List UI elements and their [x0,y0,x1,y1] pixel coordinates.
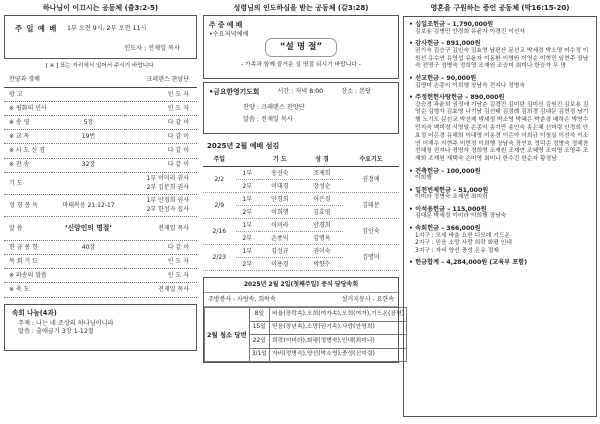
order-leader: 인 도 자 [167,257,189,265]
order-row [4,283,197,297]
service-duty-table [203,154,399,272]
prayer-date: 2/9 [203,193,236,219]
offering-item [409,187,591,203]
prayer-header: 성 경 [301,154,343,167]
order-item: 광 고 [9,90,23,98]
order-item: 헌 금 봉 헌 [9,243,38,251]
wednesday-service-box [203,15,399,79]
order-row [4,240,197,254]
offering-title: • 속회헌금 – 366,000원 [409,224,481,232]
order-item: ※ 찬 송 [9,161,30,169]
order-item: ※ 교 독 [9,133,30,141]
cleaning-duty-table [204,307,407,362]
order-leader: 다 같 이 [167,133,189,141]
offering-title: • 일천번제헌금 – 51,000원 [409,186,489,194]
order-row [4,194,197,216]
cell-group-title: 속회 나눔(4과) [12,308,57,317]
prayer-cell: 1부 [236,193,259,206]
order-leader: 다 같 이 [167,118,189,126]
order-row [4,255,197,269]
wednesday-prayer: 권정애 [343,167,399,193]
wednesday-prayer: 김명미 [343,245,399,271]
order-detail [52,283,125,297]
prayer-word: 말씀 : 전재일 목사 [243,116,293,124]
cleaning-row [205,308,407,322]
worship-order-table [4,73,197,298]
prayer-cell: 김명옥 [301,232,343,245]
order-leader-2: 2부 김문희 권사 [146,184,189,192]
worship-title: 주 일 예 배 [15,24,58,33]
kitchen-duty: 주방봉사 - 사랑속, 희락속 [208,295,276,303]
prayer-cell: 1부 [236,167,259,180]
cell-group-box [4,304,197,351]
order-detail: 40장 [81,243,96,251]
offering-names: 권기숙 김승구 김인숙 김효영 남편산 문선교 박세정 박소영 어수정 이원선 유수연 유영섭 유윤자 이동환 이영원 이영순 이혁민 임현주 장남숙 전명구 정병숙 정희영 조재원 조승미 최미나 한승자 무 명 [415,47,589,70]
prayer-cell: 2부 [236,180,259,193]
prayer-cell: 권미숙 [301,245,343,258]
weekday-worship-title: 주 중 예 배 [209,21,243,29]
dish-duty: 설거지봉사 - 요한속 [341,295,394,303]
order-leader [125,194,197,216]
offering-title: • 감사헌금 – 891,000원 [409,40,481,48]
order-leader-1: 1부 안경희 권사 [146,197,189,205]
order-leader: 인 도 자 [167,104,189,112]
prayer-cell: 이희행 [259,206,301,219]
offering-title: • 헌금합계 – 4,284,000원 (교육부 포함) [409,259,528,267]
prayer-cell: 김성규 [259,245,301,258]
order-item: 성 경 봉 독 [9,201,38,209]
order-row [4,158,197,172]
offering-title: • 선교헌금 – 90,000원 [409,74,477,82]
offering-title: • 주정헌헌사랑헌금 – 890,000원 [409,93,505,101]
order-item: ※ 파송의 말씀 [9,272,47,280]
cleaning-groups: 자비(정병숙),양선(박소영),충성(신미령) [269,348,406,362]
offering-title: • 십일조헌금 – 1,790,000원 [409,21,494,28]
offering-names: 김명미 손종익 이희행 장남숙 전지나 정병숙 [415,82,526,89]
prayer-header: 수요기도 [343,154,399,167]
offering-names: 이희행 [415,175,432,182]
order-leader: 인 도 자 [167,272,189,280]
order-detail: 19번 [81,133,96,141]
prayer-time: 시간 : 저녁 8:00 [277,88,324,95]
lunch-duty-title: 2025년 2월 2일(첫째주일) 중식 담당속회 [204,278,398,293]
prayer-date: 2/2 [203,167,236,193]
wednesday-service-label: •수요저녁예배 [209,31,249,39]
prayer-cell: 안경희 [259,193,301,206]
cleaning-date: 8일 [249,308,269,322]
order-detail [52,101,125,115]
offering-names: 김보용 김병민 안경희 유윤자 이경진 이선자 [415,28,526,35]
prayer-cell: 2부 [236,232,259,245]
sermon-title: “설 명 절” [265,38,337,57]
order-leader-2: 2부 한성자 집사 [146,206,189,214]
worship-schedule: 1부 오전 9시, 2부 오전 11시 [67,25,147,32]
offering-item [409,40,591,71]
prayer-cell: 김효영 [301,206,343,219]
prayer-row [203,245,399,258]
order-detail [52,144,125,158]
order-detail: 32장 [81,161,96,169]
offering-title: • 건축헌금 – 100,000원 [409,167,481,175]
prayer-cell: 안경희 [301,219,343,232]
prayer-date: 2/23 [203,245,236,271]
prayer-header [236,154,259,167]
prayer-cell: 손종익 [259,232,301,245]
prayer-cell: 송선숙 [259,167,301,180]
order-row [4,269,197,283]
order-leader: 인 도 자 [167,90,189,98]
column-2-title: 성령님의 인도하심을 받는 공동체 (갈3:28) [233,4,369,12]
order-detail [52,255,125,269]
prayer-cell: 이대경 [259,180,301,193]
order-leader: 전재일 목사 [158,286,189,294]
prayer-header: 기 도 [259,154,301,167]
prayer-row [203,193,399,206]
order-leader: 다 같 이 [167,147,189,155]
column-3 [403,0,597,417]
order-item: 목 회 기 도 [9,257,38,265]
offering-title: • 이석용헌금 – 115,000원 [409,205,487,213]
prayer-cell: 2부 [236,206,259,219]
column-2 [203,0,405,363]
column-1-title: 하나님이 이끄시는 공동체 (출3:2-5) [42,4,159,12]
order-leader: 크레덴스 찬양단 [146,76,189,84]
cleaning-groups: 희락(이미라),화평(정병숙),인내(최미나) [269,335,406,349]
prayer-cell: 이미라 [259,219,301,232]
order-row [4,73,197,87]
order-detail: ‘신앙인의 명절’ [65,224,112,233]
order-leader [125,172,197,194]
prayer-place: 장소 : 본당 [341,88,372,95]
cleaning-groups: 비율(장락속),오희(여자속),오희(여자),기드온(장년) [269,308,406,322]
prayer-row [203,219,399,232]
offering-item [409,225,591,256]
order-row [4,130,197,144]
order-row [4,172,197,194]
offering-item [409,206,591,222]
order-item: 기 도 [9,179,23,187]
offering-item [409,94,591,164]
cleaning-date: 22일 [249,335,269,349]
order-detail: 마태복음 21:12-17 [62,201,115,209]
offerings-box [403,16,597,417]
offering-names: 김대문 박세정 이미라 이희행 장남숙 [415,213,507,220]
wednesday-prayer: 김태문 [343,193,399,219]
lunch-cleaning-box [203,277,405,363]
order-leader-1: 1부 이미라 권사 [146,175,189,183]
order-item: 찬양과 경배 [9,76,40,84]
prayer-cell: 장성순 [301,180,343,193]
order-detail [52,172,125,194]
prayer-cell: 이용경 [259,258,301,271]
order-row [4,116,197,130]
offering-item [409,75,591,91]
prayer-praise: 찬양 : 크레덴스 찬양단 [243,104,305,112]
holiday-greeting: - 가족과 함께 즐거운 설 명절 되시기 바랍니다 - [241,61,361,68]
prayer-date: 2/16 [203,219,236,245]
order-detail [52,269,125,283]
wednesday-prayer: 김인숙 [343,219,399,245]
offering-item [409,259,591,267]
order-detail [52,73,125,87]
prayer-cell: 박향수 [301,258,343,271]
order-row [4,101,197,115]
order-item: ※ 평화의 인사 [9,104,47,112]
friday-prayer-title: •금요한영기도회 [209,88,260,96]
cleaning-label: 2월 청소 당번 [205,308,250,362]
cleaning-date: 3/1일 [249,348,269,362]
prayer-cell: 1부 [236,245,259,258]
column-3-title: 영혼을 구원하는 증언 공동체 (막16:15-20) [430,4,570,12]
order-item: ※ 축 도 [9,286,30,294]
order-leader: 다 같 이 [167,161,189,169]
standing-note: [ ※ ] 표는 자리에서 일어서 주시기 바랍니다. [45,63,156,69]
cleaning-groups: 믿음(장년속),소망(권기속),사랑(안영희) [269,321,406,335]
friday-prayer-box [203,82,399,134]
order-leader: 전재일 목사 [158,224,189,232]
prayer-cell: 1부 [236,219,259,232]
order-row [4,87,197,101]
worship-leader: 인도자 : 전재일 목사 [124,45,180,52]
order-item: ※ 송 영 [9,118,30,126]
prayer-cell: 조제희 [301,167,343,180]
order-row [4,216,197,240]
prayer-cell: 어은경 [301,193,343,206]
cleaning-date: 15일 [249,321,269,335]
cell-group-scripture: 말씀 : 출애굽기 3장 1-12절 [18,327,94,335]
offering-names: 1지구 : 모세 바울 요한 디모데 기드온 2지구 : 믿음 소망 사랑 희락 화평 인내 3지구 : 자비 양선 충성 온유 절제 [415,232,512,255]
prayer-cell: 2부 [236,258,259,271]
order-item: ※ 사 도 신 경 [9,147,45,155]
offering-names: 이미라 정병숙 조재연 최미령 [415,194,488,201]
service-duty-title: 2025년 2월 예배 섬김 [207,142,280,150]
offering-item [409,21,591,37]
order-item: 말 씀 [9,224,23,232]
order-leader: 다 같 이 [167,243,189,251]
order-detail [52,87,125,101]
column-1 [4,0,197,351]
offering-item [409,168,591,184]
order-row [4,144,197,158]
prayer-header: 주일 [203,154,236,167]
prayer-row [203,167,399,180]
cell-group-theme: 주제 : 나는 네 조상의 하나님이니라 [18,319,114,327]
order-detail: 5장 [83,118,94,126]
sunday-worship-box [4,15,197,59]
offering-names: 강승경 곽윤희 권정애 기남순 김경진 김미란 김미선 김원진 김보용 김영순 김형자 김효영 나기남 김선태 김정례 김희경 김대문 김현정 남기행 노기도 문선교 박선제 박세정 박소영 박혜은 박춘경 배하은 박영수 민지숙 백미경 서영일 손종익 송기만 송인숙 송은혜 신미령 안경희 안효정 어은경 유해희 이대영 이동경 이은아 이희규 이청실 이선자 이소연 이재우 이현주 이현정 이희행 장남숙 장인호 정덕순 정병숙 정해찬 전해청 전지나 정명자 정희영 조재원 조재연 조혜영 조미영 조영주 조재희 조재원 재택숙 손미영 최미나 한수진 한순자 황정남 [415,101,589,163]
